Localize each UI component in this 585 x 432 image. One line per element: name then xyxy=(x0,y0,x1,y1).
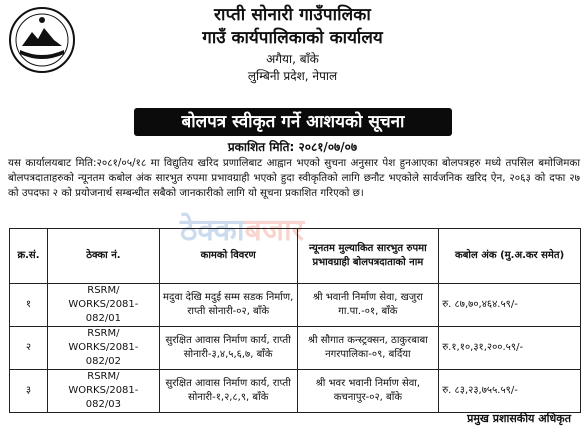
municipality-name: राप्ती सोनारी गाउँपालिका xyxy=(214,5,371,25)
header-bidder: न्यूनतम मुल्याकित सारभुत रुपमा प्रभावग्राही बोलपत्रदाताको नाम xyxy=(297,229,439,284)
header-contract: ठेक्का नं. xyxy=(47,229,159,284)
row-sn: १ xyxy=(10,284,48,327)
header-sn: क्र.सं. xyxy=(10,229,48,284)
province-name: लुम्बिनी प्रदेश, नेपाल xyxy=(247,69,338,83)
header-amount: कबोल अंक (मु.अ.कर समेत) xyxy=(439,229,581,284)
bid-table xyxy=(9,228,581,413)
row-bidder: श्री भवर भवानी निर्माण सेवा, कचनापुर-०२, बाँके xyxy=(297,370,439,413)
watermark-part1: ठेक्का xyxy=(180,213,245,248)
row-sn: २ xyxy=(10,327,48,370)
row-work: सुरक्षित आवास निर्माण कार्य, राप्ती सोनारी-१,२,८,९, बाँके xyxy=(159,370,297,413)
notice-body: यस कार्यालयबाट मिति:२०८१/०५/१८ मा विद्युतिय खरिद प्रणालिबाट आह्वान भएको सुचना अनुसार पेश हुनआएका बोलपत्रहरु मध्ये तपसिल बमोजिमका बोलपत्रदाताहरुको न्यूनतम कबोल अंक सारभुत रुपमा प्रभावग्राही भएको हुदा स्वीकृतिको लागि छनौट भएकोले सार्वजनिक खरिद ऐन, २०६३ को दफा २७ को उपदफा २ को प्रयोजनार्थ सम्बन्धीत सबैको जानकारीको लागि यो सूचना प्रकाशित गरिएको छ। xyxy=(8,157,580,199)
table-row xyxy=(10,327,581,370)
header xyxy=(0,4,585,85)
office-name: गाउँ कार्यपालिकाको कार्यालय xyxy=(202,28,383,48)
row-bidder: श्री सौगात कन्स्ट्रक्सन, ठाकुरबाबा नगरपालिका-०९, बर्दिया xyxy=(297,327,439,370)
table-row xyxy=(10,370,581,413)
row-amount: रु. ८७,७०,४६४.५९/- xyxy=(439,284,581,327)
row-contract: RSRM/ WORKS/2081-082/02 xyxy=(47,327,159,370)
row-amount: रु. ८३,२३,७५५.५९/- xyxy=(439,370,581,413)
row-work: मदुवा देखि मदुई सम्म सडक निर्माण, राप्ती सोनारी-०२, बाँके xyxy=(159,284,297,327)
row-contract: RSRM/ WORKS/2081-082/01 xyxy=(47,284,159,327)
table-row xyxy=(10,284,581,327)
row-work: सुरक्षित आवास निर्माण कार्य, राप्ती सोनारी-३,४,५,६,७, बाँके xyxy=(159,327,297,370)
header-work: कामको विवरण xyxy=(159,229,297,284)
row-contract: RSRM/ WORKS/2081-082/03 xyxy=(47,370,159,413)
office-location: अगैया, बाँके xyxy=(266,52,319,66)
signatory-title: प्रमुख प्रशासकीय अधिकृत xyxy=(467,412,571,425)
published-date: प्रकाशित मिति: २०८१/०७/०७ xyxy=(227,140,358,154)
watermark-part2: बजार xyxy=(244,213,305,248)
row-bidder: श्री भवानी निर्माण सेवा, खजुरा गा.पा.-०१, बाँके xyxy=(297,284,439,327)
table-header-row xyxy=(10,229,581,284)
row-amount: रु.१,१०,३१,२००.५९/- xyxy=(439,327,581,370)
row-sn: ३ xyxy=(10,370,48,413)
notice-title-banner: बोलपत्र स्वीकृत गर्ने आशयको सूचना xyxy=(134,108,452,136)
